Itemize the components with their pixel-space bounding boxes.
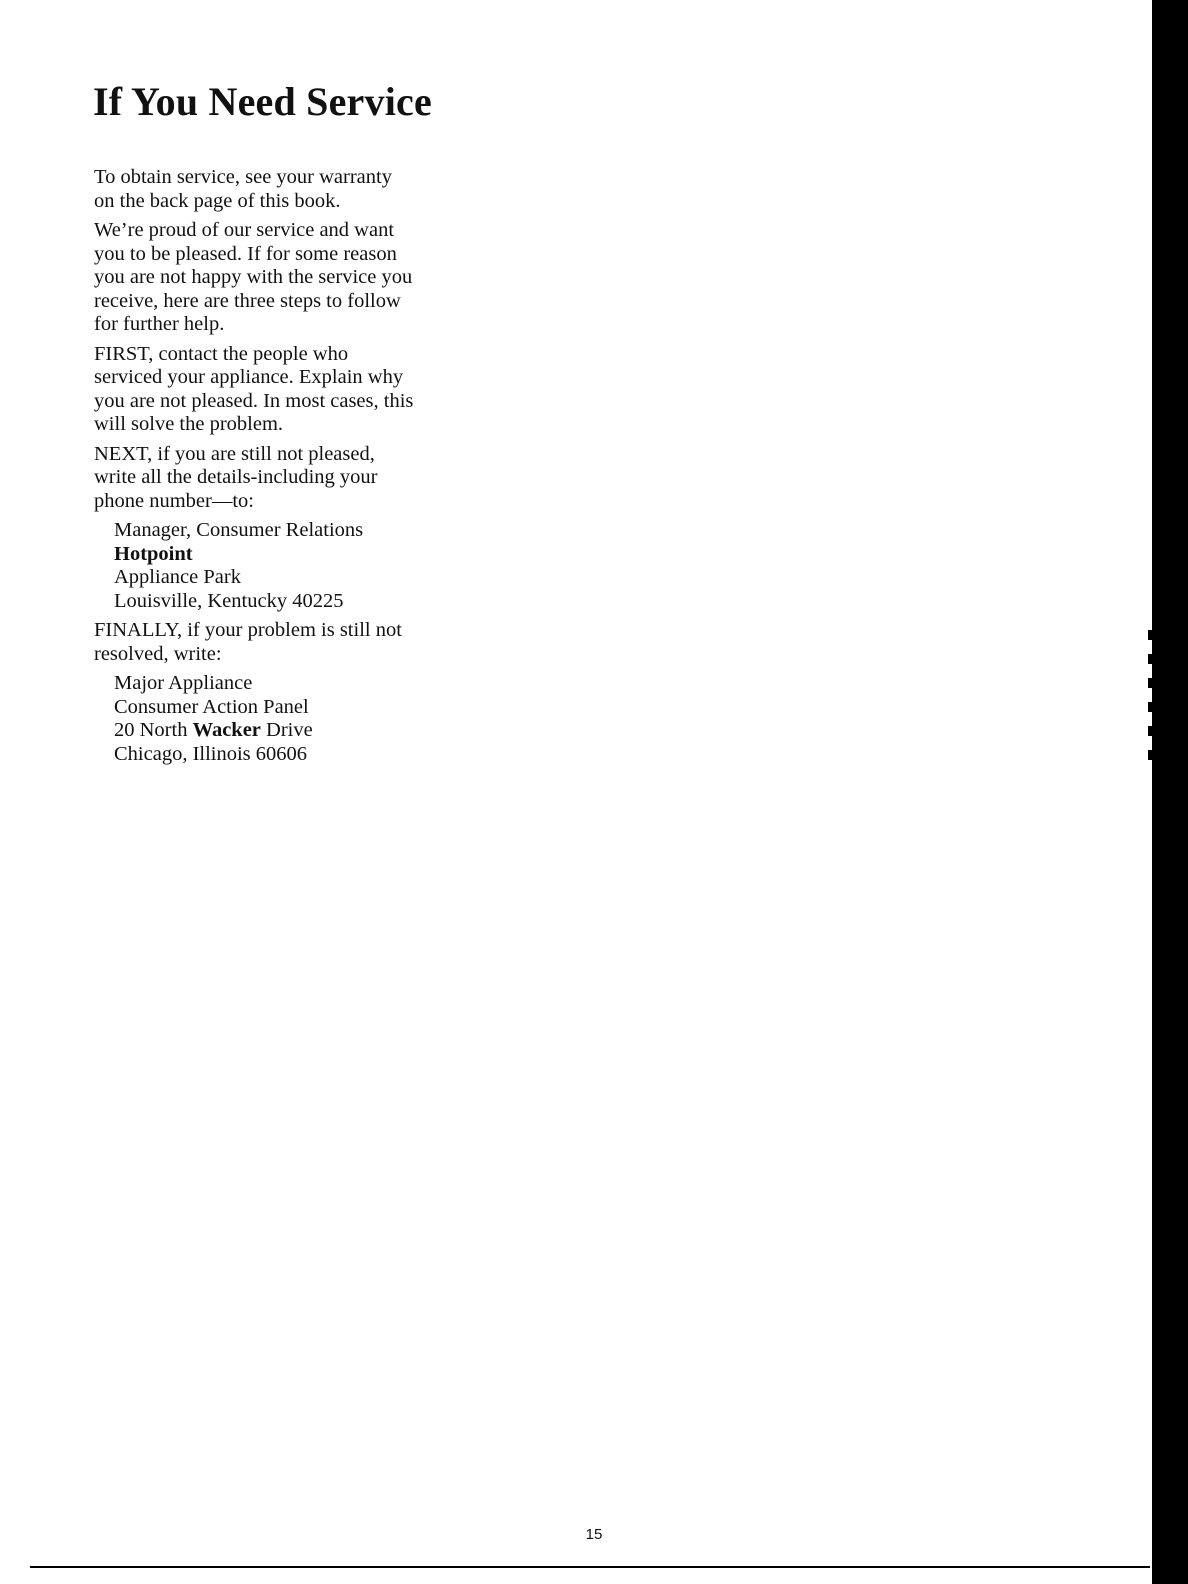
paragraph-pride: We’re proud of our service and want you to be pleased. If for some reason you are not happy with the service you receive, here are three steps to follow for further help. [94,219,413,335]
page-number: 15 [585,1526,603,1543]
address-line: Appliance Park [114,566,241,588]
action-panel-address [114,672,414,766]
address-line: Major Appliance [114,672,253,694]
paragraph-final-step: FINALLY, if your problem is still not resolved, write: [94,619,402,665]
address-street [114,719,414,743]
paragraph-next-step: NEXT, if you are still not pleased, write all the details-including your phone number—to: [94,442,378,512]
address-line: Louisville, Kentucky 40225 [114,589,344,612]
bottom-rule [30,1566,1150,1568]
address-street-bold: Wacker [192,719,261,741]
page-title: If You Need Service [93,79,432,124]
service-content [94,166,414,772]
address-line: Consumer Action Panel [114,695,309,718]
address-line: Chicago, Illinois 60606 [114,742,308,765]
address-line: Manager, Consumer Relations [114,519,364,541]
address-street-prefix: 20 North [114,719,193,741]
right-edge-bar [1152,0,1188,1584]
paragraph-first-step: FIRST, contact the people who serviced your appliance. Explain why you are not pleased. In most cases, this will solve the problem. [94,342,414,435]
paragraph-warranty: To obtain service, see your warranty on the back page of this book. [94,166,392,212]
consumer-relations-address [114,519,414,613]
address-street-suffix: Drive [260,719,313,741]
address-company: Hotpoint [114,542,193,565]
